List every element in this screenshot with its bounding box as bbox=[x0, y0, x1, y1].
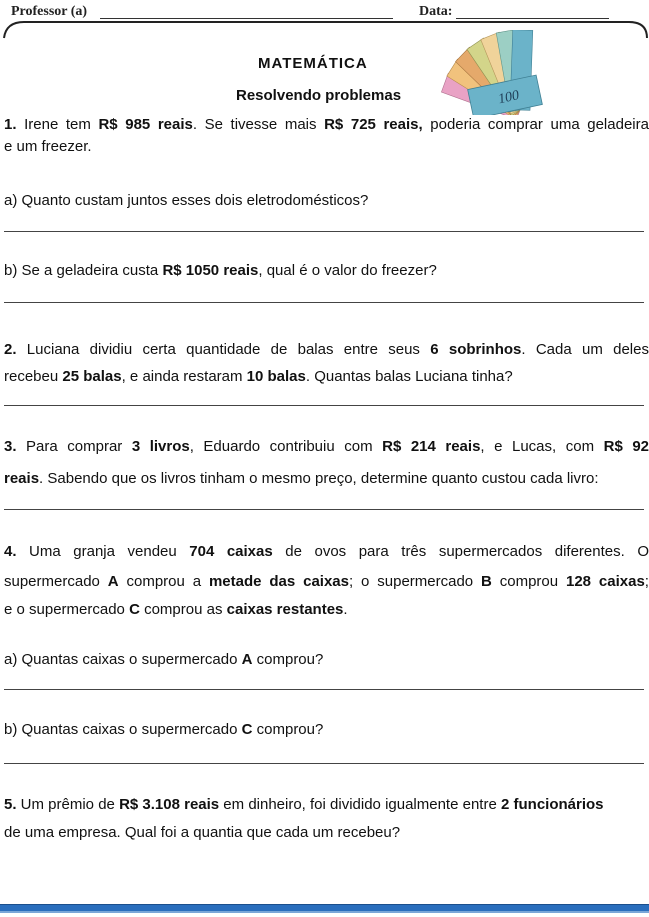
question-1-line-2: e um freezer. bbox=[4, 138, 92, 155]
question-1: 1. Irene tem R$ 985 reais. Se tivesse mais R$ 725 reais, poderia comprar uma geladeira bbox=[4, 116, 649, 133]
question-5-line-2: de uma empresa. Qual foi a quantia que cada um recebeu? bbox=[4, 824, 401, 841]
answer-line-3[interactable] bbox=[4, 509, 644, 510]
footer-bar-accent bbox=[0, 911, 649, 913]
answer-line-2[interactable] bbox=[4, 405, 644, 406]
question-2: 2. Luciana dividiu certa quantidade de balas entre seus 6 sobrinhos. Cada um deles bbox=[4, 341, 649, 358]
answer-line-4a[interactable] bbox=[4, 689, 644, 690]
question-1b: b) Se a geladeira custa R$ 1050 reais, qual é o valor do freezer? bbox=[4, 262, 437, 279]
professor-label: Professor (a) bbox=[11, 4, 88, 19]
footer-bar bbox=[0, 904, 649, 911]
question-4-line-3: e o supermercado C comprou as caixas restantes. bbox=[4, 601, 348, 618]
worksheet-header bbox=[0, 0, 649, 42]
question-5: 5. Um prêmio de R$ 3.108 reais em dinheiro, foi dividido igualmente entre 2 funcionários bbox=[4, 796, 604, 813]
question-4a: a) Quantas caixas o supermercado A comprou? bbox=[4, 651, 324, 668]
question-4-line-2: supermercado A comprou a metade das caixas; o supermercado B comprou 128 caixas; bbox=[4, 573, 649, 590]
question-3-line-2: reais. Sabendo que os livros tinham o mesmo preço, determine quanto custou cada livro: bbox=[4, 470, 599, 487]
banknotes-icon bbox=[425, 30, 545, 115]
date-field[interactable] bbox=[456, 18, 609, 19]
question-3: 3. Para comprar 3 livros, Eduardo contribuiu com R$ 214 reais, e Lucas, com R$ 92 bbox=[4, 438, 649, 455]
question-4: 4. Uma granja vendeu 704 caixas de ovos para três supermercados diferentes. O bbox=[4, 543, 649, 560]
date-label: Data: bbox=[419, 4, 453, 19]
answer-line-1b[interactable] bbox=[4, 302, 644, 303]
page-title: MATEMÁTICA bbox=[258, 55, 368, 72]
answer-line-4b[interactable] bbox=[4, 763, 644, 764]
professor-field[interactable] bbox=[100, 18, 393, 19]
question-4b: b) Quantas caixas o supermercado C comprou? bbox=[4, 721, 324, 738]
banknote-value: 100 bbox=[496, 88, 521, 108]
question-2-line-2: recebeu 25 balas, e ainda restaram 10 balas. Quantas balas Luciana tinha? bbox=[4, 368, 513, 385]
page-subtitle: Resolvendo problemas bbox=[236, 87, 402, 104]
question-1a: a) Quanto custam juntos esses dois eletrodomésticos? bbox=[4, 192, 369, 209]
answer-line-1a[interactable] bbox=[4, 231, 644, 232]
header-border bbox=[2, 20, 649, 40]
